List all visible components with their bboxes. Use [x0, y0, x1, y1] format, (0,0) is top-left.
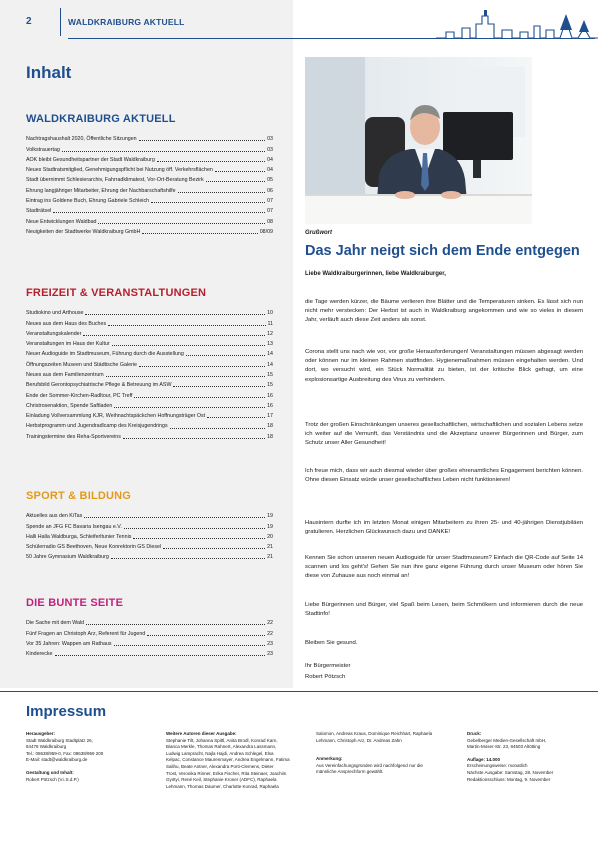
- impressum-print: [467, 731, 592, 783]
- toc-entry-title: Volkstrauertag: [26, 146, 60, 153]
- paragraph: Hausintern durfte ich im letzten Monat einigen Mitarbeitern zu ihren 25- und 40-jährigen Dienstjubiläen gratulieren. Herzlichen Glückwunsch dazu und DANKE!: [305, 520, 583, 536]
- toc-entry-title: Studiokino und Arthouse: [26, 310, 84, 317]
- toc-entry-title: Neuer Audioguide im Stadtmuseum, Führung durch die Ausstellung: [26, 351, 184, 358]
- toc-entry: [26, 648, 273, 658]
- impressum-authors: [166, 731, 308, 790]
- toc-leader-dots: [83, 335, 265, 336]
- toc-list: [26, 510, 273, 561]
- toc-section-bunte-seite: [26, 597, 273, 658]
- toc-entry-title: Neues Stadtratsmitglied, Genehmigungspflicht bei Nutzung öff. Verkehrsflächen: [26, 167, 213, 174]
- toc-leader-dots: [53, 212, 265, 213]
- toc-leader-dots: [147, 635, 265, 636]
- impressum-heading: Anmerkung:: [316, 756, 343, 762]
- toc-section-title: SPORT & BILDUNG: [26, 490, 132, 502]
- toc-section-sport: [26, 490, 273, 561]
- toc-leader-dots: [151, 202, 265, 203]
- toc-entry-page: 03: [267, 136, 273, 143]
- toc-entry-title: Vor 35 Jahren: Wappen am Rathaus: [26, 640, 112, 647]
- toc-list: [26, 617, 273, 658]
- toc-entry-page: 17: [267, 413, 273, 420]
- toc-entry-page: 19: [267, 523, 273, 530]
- toc-list: [26, 307, 273, 441]
- impressum-line: Erscheinungsweise: monatlich: [467, 763, 528, 769]
- toc-entry: [26, 317, 273, 327]
- toc-entry-title: Nachtragshaushalt 2020, Öffentliche Sitzungen: [26, 136, 137, 143]
- grusswort-label: Grußwort: [305, 230, 332, 236]
- impressum-heading: Herausgeber:: [26, 731, 56, 736]
- toc-leader-dots: [84, 517, 265, 518]
- toc-entry-title: Stadt übernimmt Schlesierarchiv, Fahrradklimatest, Vor-Ort-Beratung Bezirk: [26, 177, 204, 184]
- impressum-heading: Druck:: [467, 731, 482, 736]
- toc-entry-page: 15: [267, 371, 273, 378]
- toc-entry-title: Stadträtsel: [26, 208, 52, 215]
- mayor-photo: [305, 57, 532, 224]
- toc-leader-dots: [112, 345, 265, 346]
- toc-entry-title: Fünf Fragen an Christoph Arz, Referent für Jugend: [26, 630, 146, 637]
- toc-entry-page: 21: [267, 554, 273, 561]
- toc-entry: [26, 328, 273, 338]
- header-divider: [60, 8, 61, 36]
- toc-entry-title: Herbstprogramm und Jugendradlcamp des Kreisjugendrings: [26, 423, 168, 430]
- impressum-line: Gyötyi, René Keil, Stephanie Kroner (ADFC), Raphaela: [166, 777, 277, 783]
- toc-leader-dots: [157, 161, 265, 162]
- toc-entry-page: 08: [267, 218, 273, 225]
- paragraph: Ich freue mich, dass wir auch diesmal wieder über großes ehrenamtliches Engagement berichten können. Ohne diesen Einsatz würde unser gesellschaftliches Leben nicht funktionieren!: [305, 468, 583, 484]
- impressum-line: Nächste Ausgabe: Samstag, 28. November: [467, 769, 554, 775]
- toc-leader-dots: [186, 355, 265, 356]
- toc-entry-title: Ende der Sommer-Kirchen-Radltour, PC Treff: [26, 392, 133, 399]
- toc-entry-page: 16: [267, 402, 273, 409]
- toc-entry-title: AOK bleibt Gesundheitspartner der Stadt Waldkraiburg: [26, 156, 155, 163]
- toc-entry-page: 12: [267, 330, 273, 337]
- toc-entry: [26, 184, 273, 194]
- toc-leader-dots: [114, 645, 266, 646]
- toc-leader-dots: [123, 438, 265, 439]
- toc-entry-title: Aktuelles aus den KiTas: [26, 513, 83, 520]
- toc-entry: [26, 338, 273, 348]
- toc-entry-title: Berufsbild Gerontopsychiatrische Pflege & Betreuung im ASW: [26, 382, 172, 389]
- impressum-heading: Auflage: 14.000: [467, 756, 501, 762]
- impressum-line: E-Mail: stadt@waldkraiburg.de: [26, 757, 88, 763]
- toc-leader-dots: [173, 386, 265, 387]
- article-headline: Das Jahr neigt sich dem Ende entgegen: [305, 243, 580, 259]
- impressum-line: Salihu, Beate Antner, Alexandra Porti-Clemens, Dieter: [166, 763, 274, 769]
- toc-entry-title: Christrosenaktion, Spende Saftladen: [26, 402, 113, 409]
- toc-entry: [26, 520, 273, 530]
- toc-leader-dots: [98, 223, 265, 224]
- toc-entry: [26, 431, 273, 441]
- toc-entry-page: 21: [267, 544, 273, 551]
- toc-entry-page: 23: [267, 640, 273, 647]
- toc-entry: [26, 358, 273, 368]
- impressum-line: Martin-Moser-Str. 23, 84503 Altötting: [467, 744, 541, 750]
- toc-entry: [26, 638, 273, 648]
- toc-leader-dots: [111, 558, 265, 559]
- contents-title: Inhalt: [26, 63, 72, 82]
- toc-entry-page: 22: [267, 630, 273, 637]
- closing-line: Bleiben Sie gesund.: [305, 640, 358, 646]
- toc-leader-dots: [206, 181, 265, 182]
- paragraph: Liebe Bürgerinnen und Bürger, viel Spaß beim Lesen, beim Schmökern und informieren durch die neue Stadtinfo!: [305, 602, 583, 618]
- impressum-line: Trost, Veronika Rinner, Erika Fischer, Rita Steinaer, Joachim: [166, 770, 287, 776]
- toc-leader-dots: [139, 366, 265, 367]
- toc-leader-dots: [114, 407, 265, 408]
- toc-leader-dots: [85, 314, 265, 315]
- toc-entry: [26, 215, 273, 225]
- toc-entry-title: Spende an JFG FC Bavaria Isengau e.V.: [26, 523, 122, 530]
- toc-entry-page: 06: [267, 187, 273, 194]
- toc-entry: [26, 541, 273, 551]
- toc-entry: [26, 551, 273, 561]
- toc-entry-title: Trainingstermine des Reha-Sportvereins: [26, 433, 121, 440]
- impressum-line: Lehmann, Thomas Daumer, Charlotte Konrad, Raphaela: [166, 783, 279, 789]
- header-title: WALDKRAIBURG AKTUELL: [68, 17, 185, 27]
- impressum-line: Aus Vereinfachungsgründen wird nachfolgend nur die: [316, 762, 423, 768]
- paragraph: Kennen Sie schon unseren neuen Audioguide für unser Stadtmuseum? Einfach die QR-Code auf Seite 14 scannen und los geht's! Gehen Sie nun ihre ganz eigene Führung durch unser Museum oder hören Sie diese von Zuhause aus noch einmal an!: [305, 555, 583, 580]
- paragraph: die Tage werden kürzer, die Bäume verlieren ihre Blätter und die Temperaturen sinken. Es lässt sich nun nicht mehr verstecken: Der Herbst ist auch in Waldkraiburg angekommen und wie so vieles in diesem Jahr, verläuft auch diese Zeit anders als sonst.: [305, 299, 583, 324]
- toc-entry: [26, 205, 273, 215]
- toc-entry-page: 22: [267, 620, 273, 627]
- impressum-title: Impressum: [26, 703, 107, 720]
- toc-entry-page: 07: [267, 197, 273, 204]
- toc-entry-title: 50 Jahre Gymnasium Waldkraiburg: [26, 554, 109, 561]
- toc-entry-page: 23: [267, 651, 273, 658]
- toc-list: [26, 133, 273, 236]
- toc-entry: [26, 400, 273, 410]
- toc-entry-title: Veranstaltungskalender: [26, 330, 82, 337]
- toc-entry-page: 11: [267, 320, 273, 327]
- toc-leader-dots: [124, 528, 265, 529]
- toc-entry-page: 04: [267, 167, 273, 174]
- toc-entry-page: 04: [267, 156, 273, 163]
- impressum-line: Gebelberger Medien-Gesellschaft mbH,: [467, 737, 547, 743]
- toc-entry: [26, 154, 273, 164]
- toc-entry: [26, 531, 273, 541]
- toc-leader-dots: [86, 624, 265, 625]
- toc-leader-dots: [55, 655, 266, 656]
- toc-entry: [26, 348, 273, 358]
- toc-entry-title: Neues aus dem Haus des Buches: [26, 320, 107, 327]
- toc-leader-dots: [62, 151, 265, 152]
- toc-entry-page: 05: [267, 177, 273, 184]
- toc-entry-title: Öffnungszeiten Museen und Städtische Galerie: [26, 361, 137, 368]
- toc-entry: [26, 617, 273, 627]
- toc-entry-page: 18: [267, 433, 273, 440]
- toc-entry: [26, 307, 273, 317]
- page-number: 2: [26, 16, 32, 27]
- toc-entry-title: Einladung Vollversammlung KJR, Weihnachtspäckchen Hoffnungsträger Ost: [26, 413, 206, 420]
- toc-entry: [26, 627, 273, 637]
- toc-entry-page: 14: [267, 351, 273, 358]
- toc-entry-page: 03: [267, 146, 273, 153]
- impressum-line: Lehmann, Christoph Arz, Dr. Andreas Zahn: [316, 737, 402, 743]
- impressum-line: 84478 Waldkraiburg: [26, 744, 67, 750]
- signature-name: Robert Pötzsch: [305, 674, 346, 680]
- toc-leader-dots: [170, 428, 265, 429]
- salutation: Liebe Waldkraiburgerinnen, liebe Waldkraiburger,: [305, 271, 446, 277]
- toc-leader-dots: [215, 171, 265, 172]
- impressum-publisher: [26, 731, 158, 783]
- toc-entry-title: Neuigkeiten der Stadtwerke Waldkraiburg GmbH: [26, 228, 141, 235]
- toc-leader-dots: [163, 548, 265, 549]
- toc-entry: [26, 133, 273, 143]
- toc-entry-page: 16: [267, 392, 273, 399]
- impressum-line: Tel.: 08638/959-0, Fax: 08638/959 200: [26, 750, 104, 756]
- toc-entry: [26, 389, 273, 399]
- toc-entry-page: 18: [267, 423, 273, 430]
- toc-leader-dots: [108, 325, 265, 326]
- toc-leader-dots: [133, 538, 265, 539]
- toc-entry-page: 07: [267, 208, 273, 215]
- impressum-authors-continued: [316, 731, 446, 776]
- toc-entry-page: 20: [267, 533, 273, 540]
- toc-entry: [26, 510, 273, 520]
- toc-entry: [26, 195, 273, 205]
- toc-section-title: DIE BUNTE SEITE: [26, 597, 124, 609]
- page-header: [0, 0, 598, 50]
- impressum-rule: [0, 691, 598, 692]
- toc-section-title: WALDKRAIBURG AKTUELL: [26, 113, 176, 125]
- toc-entry: [26, 226, 273, 236]
- toc-entry-page: 13: [267, 341, 273, 348]
- toc-entry-page: 19: [267, 513, 273, 520]
- toc-entry-page: 14: [267, 361, 273, 368]
- impressum-line: Redaktionsschluss: Montag, 9. November: [467, 776, 551, 782]
- impressum-heading: Gestaltung und Inhalt:: [26, 769, 74, 775]
- toc-entry-title: Neues aus dem Familienzentrum: [26, 371, 104, 378]
- impressum-line: Robert Pötzsch (V.i.S.d.P.): [26, 776, 79, 782]
- toc-section-freizeit: [26, 287, 273, 441]
- toc-entry-title: Eintrag ins Goldene Buch, Ehrung Gabriele Schleich: [26, 197, 150, 204]
- toc-entry-title: Halli Halla Waldburga, Schleiferltunier Tennis: [26, 533, 132, 540]
- toc-entry-page: 10: [267, 310, 273, 317]
- toc-entry: [26, 164, 273, 174]
- toc-entry-title: Ehrung langjähriger Mitarbeiter, Ehrung der Nachbarschaftshilfe: [26, 187, 176, 194]
- toc-leader-dots: [106, 376, 265, 377]
- toc-entry: [26, 420, 273, 430]
- impressum-line: Stadt Waldkraiburg Stadtplatz 26,: [26, 737, 93, 743]
- impressum-line: Salomon, Andreas Kraus, Dominique Reichhart, Raphaela: [316, 731, 433, 736]
- toc-leader-dots: [134, 397, 265, 398]
- toc-entry: [26, 410, 273, 420]
- impressum-line: männliche Ansprechform gewählt.: [316, 769, 384, 775]
- impressum-line: Bianca Merkle, Thomas Rahnert, Alexandra Lassmann,: [166, 744, 277, 750]
- impressum-line: Stephanie Tilt, Johanna Spittl, Anita Brodl, Konrad Karn,: [166, 737, 278, 743]
- toc-entry-title: Schülerradio GS Beethoven, Neue Konrektorin GS Diesel: [26, 544, 162, 551]
- toc-entry-title: Die Sache mit dem Wald: [26, 620, 85, 627]
- impressum-line: Kelpac, Constance Maurenmayer, Andrea Engelmann, Fatima: [166, 757, 290, 763]
- toc-entry-title: Neue Entwicklungen Waldbad: [26, 218, 97, 225]
- toc-entry-page: 08/09: [259, 228, 273, 235]
- toc-entry: [26, 379, 273, 389]
- toc-leader-dots: [207, 417, 265, 418]
- toc-leader-dots: [178, 192, 266, 193]
- toc-leader-dots: [142, 233, 257, 234]
- toc-entry-title: Veranstaltungen im Haus der Kultur: [26, 341, 110, 348]
- paragraph: Corona stellt uns nach wie vor, vor große Herausforderungen! Veranstaltungen müssen abgesagt werden oder können nur im kleinen Rahmen stattfinden. Hygienemaßnahmen müssen eingehalten werden. Und dort, wo versucht wird, ein Stück Normalität zu bieten, ist der kritische Blick gefragt, um eine explosionsartige Ausbreitung des Virus zu verhindern.: [305, 349, 583, 383]
- toc-leader-dots: [139, 140, 265, 141]
- toc-entry: [26, 174, 273, 184]
- paragraph: Trotz der großen Einschränkungen unseres gesellschaftlichen, wirtschaftlichen und sozialen Lebens setze ich weiter auf die Vernunft, das Verständnis und die Akzeptanz unserer Bürgerinnen und Bürger, zum Schutz unser Aller Gesundheit!: [305, 422, 583, 447]
- signature-title: Ihr Bürgermeister: [305, 663, 351, 669]
- toc-entry-title: Kinderecke: [26, 651, 53, 658]
- toc-entry: [26, 369, 273, 379]
- toc-entry: [26, 143, 273, 153]
- toc-section-aktuell: [26, 113, 273, 236]
- impressum-heading: Weitere Autoren dieser Ausgabe:: [166, 731, 237, 736]
- impressum-line: Ludwig Lampracht, Najla Hajdi, Andrea Schlegel, Elsa: [166, 750, 274, 756]
- toc-entry-page: 15: [267, 382, 273, 389]
- toc-section-title: FREIZEIT & VERANSTALTUNGEN: [26, 287, 207, 299]
- city-skyline-icon: [436, 10, 598, 44]
